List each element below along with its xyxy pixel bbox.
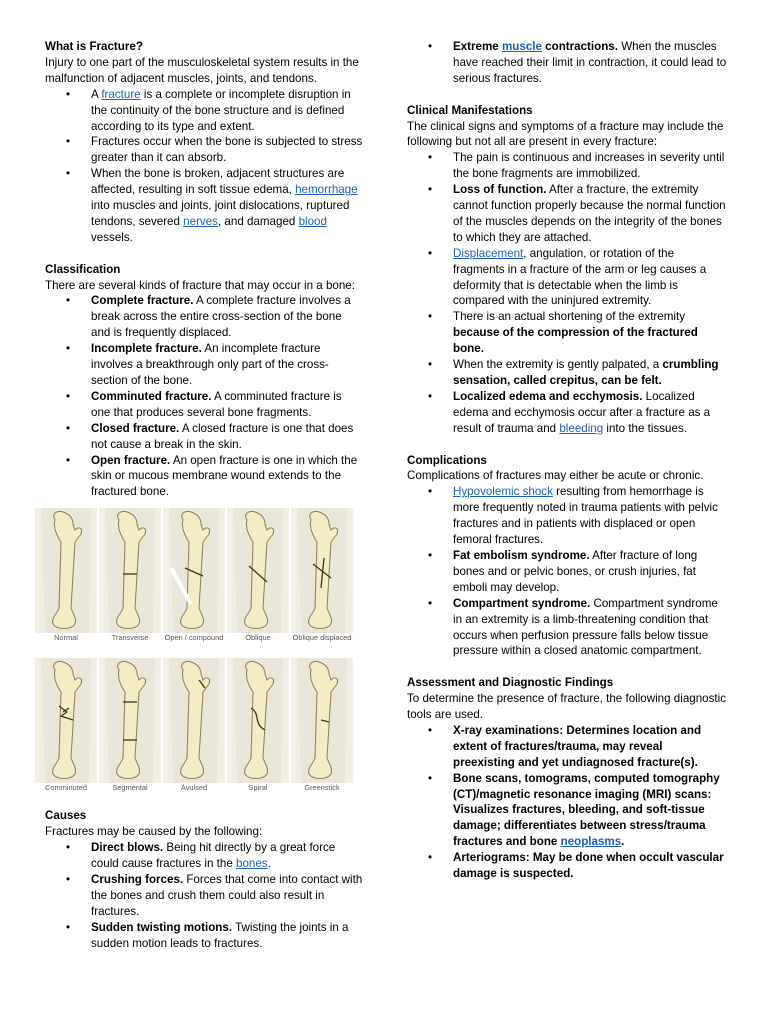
- link-bleeding[interactable]: bleeding: [559, 421, 604, 435]
- bone-drawing: [99, 658, 161, 783]
- causes-list-continued: [407, 39, 727, 87]
- spacer: [45, 246, 363, 262]
- list-item: [407, 850, 727, 882]
- causes-intro: Fractures may be caused by the following:: [45, 825, 263, 839]
- term: Comminuted fracture.: [91, 389, 212, 403]
- section-heading-what-is-fracture: What is Fracture?: [45, 40, 143, 53]
- text-span: After fracture of long bones and or pelvic bones, or crush injuries, fat emboli may develop.: [453, 548, 698, 594]
- fracture-type-caption: Oblique: [245, 633, 271, 643]
- term: Closed fracture.: [91, 421, 180, 435]
- fracture-type-caption: Spiral: [248, 783, 268, 793]
- text-span: Extreme: [453, 40, 502, 53]
- text-span: A comminuted fracture is one that produces several bone fragments.: [91, 389, 342, 419]
- complications-list: [407, 484, 727, 659]
- list-item: [45, 341, 363, 389]
- what-intro: Injury to one part of the musculoskeletal system results in the malfunction of adjacent muscles, joints, and tendons.: [45, 55, 359, 85]
- fracture-type-caption: Open / compound: [164, 633, 224, 643]
- spacer: [407, 659, 727, 675]
- link-hypovolemic-shock[interactable]: Hypovolemic shock: [453, 485, 553, 499]
- list-item: [407, 548, 727, 596]
- bone-drawing: [163, 658, 225, 783]
- text-span: A: [91, 87, 102, 101]
- text-span: An incomplete fracture involves a breakthrough only part of the cross-section of the bone.: [91, 342, 329, 388]
- fracture-type-caption: Oblique displaced: [292, 633, 352, 643]
- link-neoplasms[interactable]: neoplasms: [560, 835, 622, 849]
- assessment-list: [407, 723, 727, 882]
- text-span: resulting from hemorrhage is more frequently noted in trauma patients with pelvic fractures and in patients with displaced or open femoral fractures.: [453, 485, 718, 547]
- fracture-type-illustration: [227, 658, 289, 798]
- text-span: An open fracture is one in which the skin or mucous membrane wound extends to the fractured bone.: [91, 453, 358, 499]
- text-span: Fractures occur when the bone is subjected to stress greater than it can absorb.: [91, 135, 363, 165]
- list-item: [45, 87, 363, 135]
- bone-drawing: [35, 508, 97, 633]
- list-item: [45, 293, 363, 341]
- term: Crushing forces.: [91, 872, 184, 886]
- link-blood[interactable]: blood: [298, 214, 327, 228]
- list-item: [45, 421, 363, 453]
- link-bones[interactable]: bones: [236, 856, 268, 870]
- link-fracture[interactable]: fracture: [101, 87, 141, 101]
- text-span: A closed fracture is one that does not cause a break in the skin.: [91, 421, 354, 451]
- fracture-type-illustration: [99, 658, 161, 798]
- text-span: , and damaged: [217, 214, 299, 228]
- fracture-type-illustration: [99, 508, 161, 648]
- term: Bone scans, tomograms, computed tomography (CT)/magnetic resonance imaging (MRI) scans: Visualizes fractures, bleeding, and soft-tissue damage; differentiates between stress/trauma fractures and bone: [453, 771, 720, 849]
- left-column: [45, 39, 363, 951]
- list-item: [407, 150, 727, 182]
- term: Loss of function.: [453, 183, 547, 197]
- link-nerves[interactable]: nerves: [183, 214, 218, 228]
- fracture-type-illustration: [163, 658, 225, 798]
- list-item: [45, 453, 363, 501]
- fracture-type-illustration: [163, 508, 225, 648]
- bone-drawing: [227, 508, 289, 633]
- section-heading-assessment: Assessment and Diagnostic Findings: [407, 676, 614, 690]
- term: Compartment syndrome.: [453, 596, 591, 610]
- fracture-type-illustration: [35, 658, 97, 798]
- text-span: Localized edema and ecchymosis occur after a fracture as a result of trauma and: [453, 389, 711, 435]
- list-item: [45, 389, 363, 421]
- text-span: is a complete or incomplete disruption in the continuity of the bone structure and is defined according to its type and extent.: [91, 87, 351, 133]
- list-item: [407, 357, 727, 389]
- list-item: [407, 389, 727, 437]
- term: X-ray examinations: Determines location and extent of fractures/trauma, may reveal preexisting and yet undiagnosed fracture(s).: [453, 723, 702, 769]
- text-span: A complete fracture involves a break across the entire cross-section of the bone and is frequently displaced.: [91, 294, 351, 340]
- what-list: [45, 87, 363, 246]
- fracture-type-caption: Normal: [54, 633, 78, 643]
- fracture-type-illustration: [291, 508, 353, 648]
- fracture-type-caption: Avulsed: [180, 783, 208, 793]
- bone-drawing: [291, 658, 353, 783]
- classification-intro: There are several kinds of fracture that may occur in a bone:: [45, 278, 355, 292]
- link-hemorrhage[interactable]: hemorrhage: [295, 183, 358, 197]
- link-muscle[interactable]: muscle: [501, 40, 542, 53]
- text-span: When the bone is broken, adjacent structures are affected, resulting in soft tissue edema,: [91, 167, 345, 197]
- term: Complete fracture.: [91, 294, 194, 308]
- term: Localized edema and ecchymosis.: [453, 389, 643, 403]
- bone-drawing: [99, 508, 161, 633]
- text-span: Being hit directly by a great force could cause fractures in the: [91, 841, 336, 870]
- spacer: [407, 87, 727, 103]
- term: Arteriograms: May be done when occult vascular damage is suspected.: [453, 851, 724, 881]
- text-span: Twisting the joints in a sudden motion leads to fractures.: [91, 920, 349, 950]
- term: [453, 40, 618, 53]
- text-span: vessels.: [91, 230, 133, 244]
- text-span: into the tissues.: [603, 421, 687, 435]
- section-heading-causes: Causes: [45, 809, 87, 823]
- term: .: [621, 835, 625, 849]
- fracture-type-caption: Transverse: [111, 633, 149, 643]
- list-item: [407, 484, 727, 548]
- list-item: [45, 134, 363, 166]
- list-item: [45, 872, 363, 920]
- fracture-type-illustration: [291, 658, 353, 798]
- list-item: [407, 596, 727, 660]
- link-displacement[interactable]: Displacement: [453, 246, 524, 260]
- clinical-list: [407, 150, 727, 436]
- list-item: [45, 166, 363, 246]
- list-item: [407, 246, 727, 310]
- text-span: When the extremity is gently palpated, a: [453, 358, 663, 372]
- term: Incomplete fracture.: [91, 342, 202, 356]
- fracture-type-illustration: [227, 508, 289, 648]
- term: Open fracture.: [91, 453, 171, 467]
- fracture-type-caption: Comminuted: [45, 783, 87, 793]
- text-span: into muscles and joints, joint dislocations, ruptured tendons, severed: [91, 199, 350, 228]
- spacer: [407, 437, 727, 453]
- right-column: [407, 39, 727, 882]
- complications-intro: Complications of fractures may either be acute or chronic.: [407, 469, 704, 483]
- text-span: , angulation, or rotation of the fragments in a fracture of the arm or leg causes a deformity that is detectable when the limb is compared with the uninjured extremity.: [453, 246, 707, 308]
- term: Fat embolism syndrome.: [453, 548, 590, 562]
- classification-list: [45, 293, 363, 500]
- fracture-type-caption: Greenstick: [304, 783, 340, 793]
- term: crumbling sensation, called crepitus, can be felt.: [453, 358, 719, 388]
- list-item: [407, 723, 727, 771]
- text-span: .: [267, 856, 271, 870]
- bone-drawing: [227, 658, 289, 783]
- fracture-types-figure: [35, 508, 353, 808]
- text-span: Forces that come into contact with the bones and crush them could also result in fractures.: [91, 872, 363, 918]
- text-span: contractions.: [541, 40, 618, 53]
- bone-drawing: [291, 508, 353, 633]
- section-heading-complications: Complications: [407, 453, 487, 467]
- bone-drawing: [35, 658, 97, 783]
- list-item: [407, 771, 727, 851]
- bone-drawing: [163, 508, 225, 633]
- assessment-intro: To determine the presence of fracture, the following diagnostic tools are used.: [407, 692, 727, 722]
- term: Sudden twisting motions.: [91, 920, 233, 934]
- list-item: [45, 840, 363, 872]
- list-item: [45, 920, 363, 952]
- list-item: [407, 182, 727, 246]
- text-span: When the muscles have reached their limit in contraction, it could lead to serious fractures.: [453, 40, 727, 85]
- fracture-type-illustration: [35, 508, 97, 648]
- list-item: [407, 39, 727, 87]
- section-heading-classification: Classification: [45, 262, 121, 276]
- term: because of the compression of the fractured bone.: [453, 326, 698, 356]
- section-heading-clinical-manifestations: Clinical Manifestations: [407, 103, 533, 117]
- list-item: [407, 309, 727, 357]
- term: Direct blows.: [91, 841, 164, 855]
- clinical-intro: The clinical signs and symptoms of a fracture may include the following but not all are present in every fracture:: [407, 119, 724, 149]
- text-span: Compartment syndrome in an extremity is a limb-threatening condition that occurs when perfusion pressure falls below tissue pressure within a closed anatomic compartment.: [453, 596, 718, 658]
- text-span: There is an actual shortening of the extremity: [453, 310, 685, 324]
- fracture-type-caption: Segmental: [112, 783, 148, 793]
- text-span: After a fracture, the extremity cannot function properly because the normal function of the muscles depends on the integrity of the bones to which they are attached.: [453, 183, 726, 244]
- text-span: The pain is continuous and increases in severity until the bone fragments are immobilized.: [453, 151, 725, 181]
- causes-list: [45, 840, 363, 951]
